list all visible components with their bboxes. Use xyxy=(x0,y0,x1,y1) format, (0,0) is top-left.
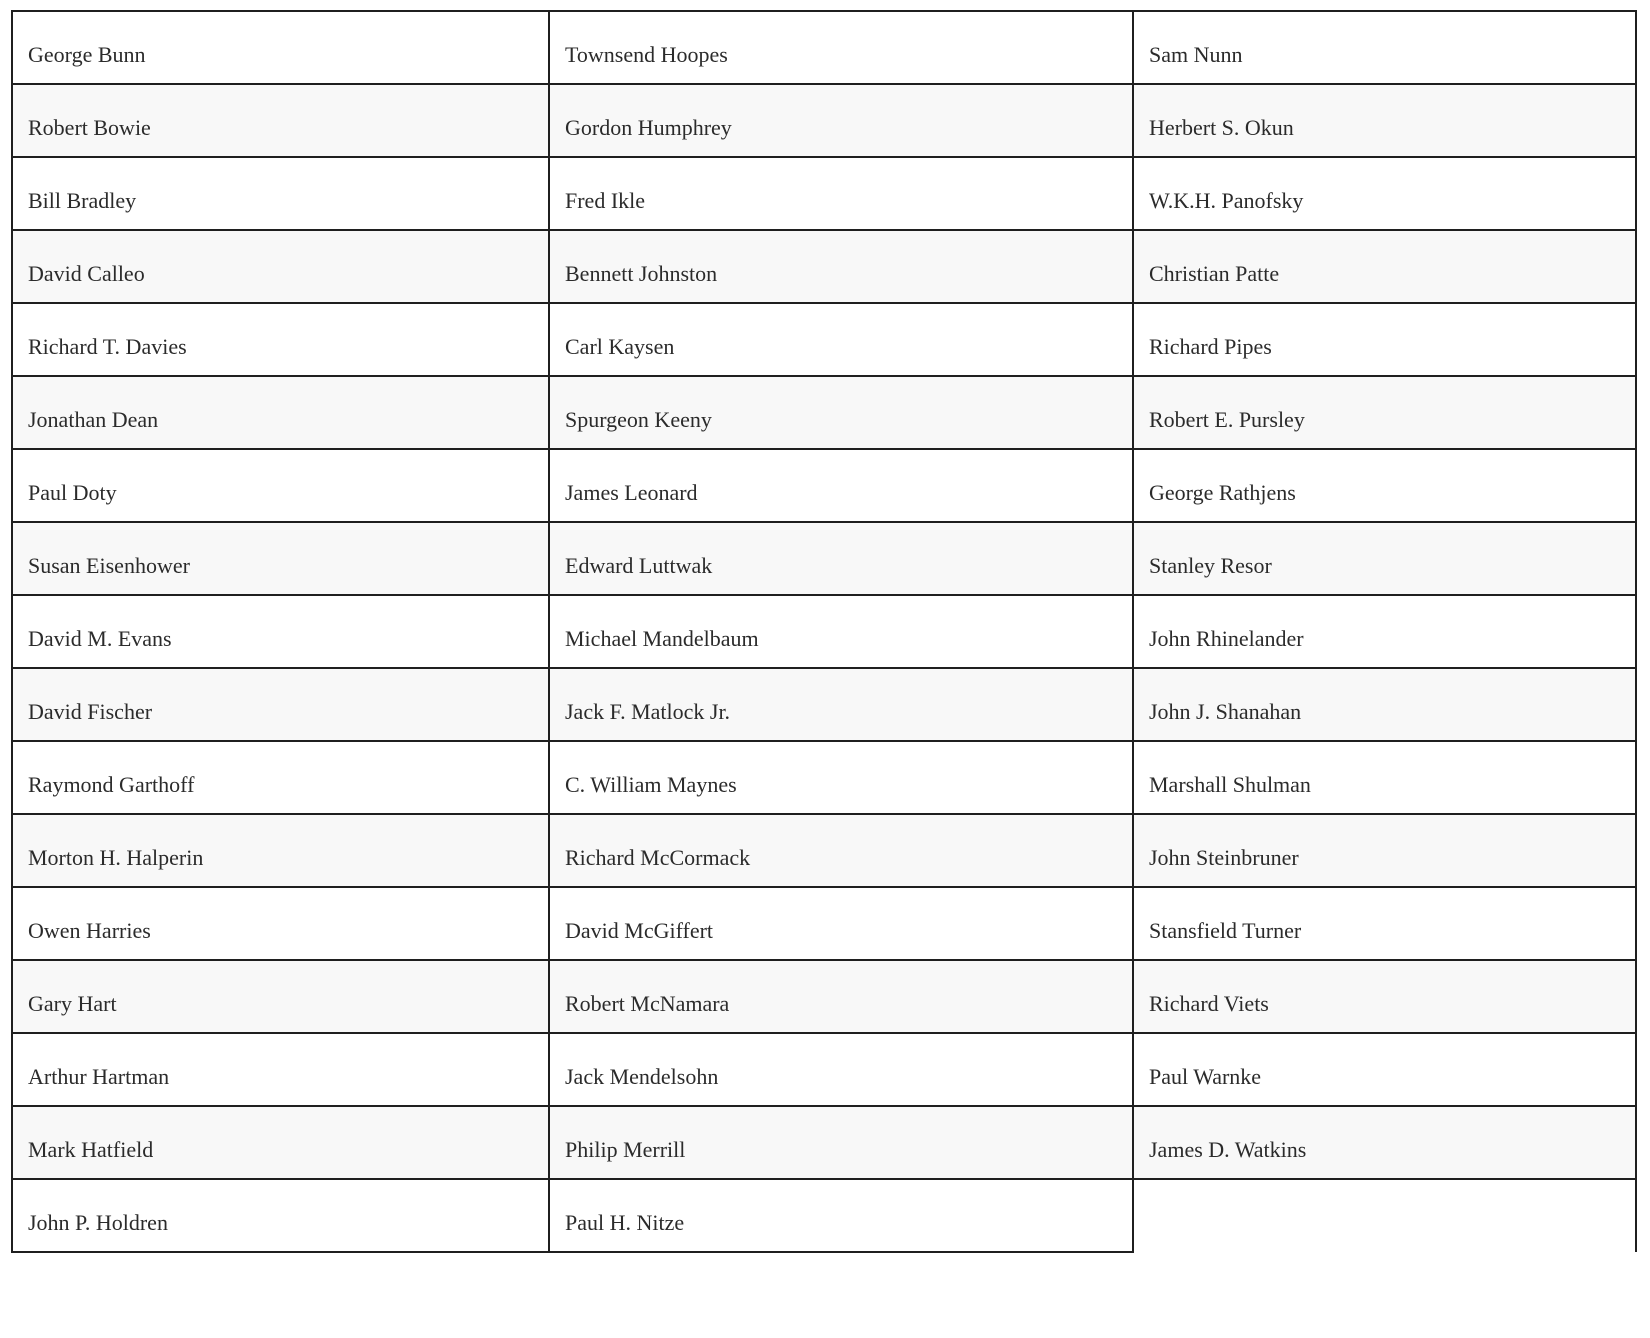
table-cell: Paul H. Nitze xyxy=(549,1179,1133,1252)
table-cell: Susan Eisenhower xyxy=(12,522,549,595)
table-cell: Robert McNamara xyxy=(549,960,1133,1033)
table-row xyxy=(12,960,1636,1033)
table-cell: Gordon Humphrey xyxy=(549,84,1133,157)
table-cell: David Fischer xyxy=(12,668,549,741)
table-row xyxy=(12,887,1636,960)
table-row xyxy=(12,11,1636,84)
table-row xyxy=(12,157,1636,230)
table-row xyxy=(12,814,1636,887)
table-cell: Robert Bowie xyxy=(12,84,549,157)
table-row xyxy=(12,668,1636,741)
table-cell: David Calleo xyxy=(12,230,549,303)
table-row xyxy=(12,741,1636,814)
table-cell: Richard T. Davies xyxy=(12,303,549,376)
table-row xyxy=(12,84,1636,157)
table-cell: Mark Hatfield xyxy=(12,1106,549,1179)
table-cell: Paul Doty xyxy=(12,449,549,522)
table-cell: Herbert S. Okun xyxy=(1133,84,1636,157)
table-cell: Robert E. Pursley xyxy=(1133,376,1636,449)
table-cell: Jonathan Dean xyxy=(12,376,549,449)
table-cell: Paul Warnke xyxy=(1133,1033,1636,1106)
table-row xyxy=(12,449,1636,522)
table-cell: Jack F. Matlock Jr. xyxy=(549,668,1133,741)
table-cell: David M. Evans xyxy=(12,595,549,668)
table-cell: James Leonard xyxy=(549,449,1133,522)
table-cell: David McGiffert xyxy=(549,887,1133,960)
table-cell: Townsend Hoopes xyxy=(549,11,1133,84)
table-cell: Jack Mendelsohn xyxy=(549,1033,1133,1106)
table-cell: Richard Viets xyxy=(1133,960,1636,1033)
table-cell: Richard McCormack xyxy=(549,814,1133,887)
table-cell: Raymond Garthoff xyxy=(12,741,549,814)
table-cell: Richard Pipes xyxy=(1133,303,1636,376)
table-row xyxy=(12,522,1636,595)
table-row xyxy=(12,303,1636,376)
table-cell: John Rhinelander xyxy=(1133,595,1636,668)
table-cell: Fred Ikle xyxy=(549,157,1133,230)
table-cell: James D. Watkins xyxy=(1133,1106,1636,1179)
table-cell: John P. Holdren xyxy=(12,1179,549,1252)
table-cell: Christian Patte xyxy=(1133,230,1636,303)
table-cell: Bill Bradley xyxy=(12,157,549,230)
table-cell: W.K.H. Panofsky xyxy=(1133,157,1636,230)
table-cell: George Bunn xyxy=(12,11,549,84)
table-row xyxy=(12,230,1636,303)
table-row xyxy=(12,1179,1636,1252)
table-cell: Philip Merrill xyxy=(549,1106,1133,1179)
table-cell: C. William Maynes xyxy=(549,741,1133,814)
empty-table-cell xyxy=(1133,1179,1636,1252)
table-cell: Morton H. Halperin xyxy=(12,814,549,887)
table-cell: Sam Nunn xyxy=(1133,11,1636,84)
names-table xyxy=(11,10,1637,1253)
table-cell: Michael Mandelbaum xyxy=(549,595,1133,668)
table-cell: John Steinbruner xyxy=(1133,814,1636,887)
table-cell: Arthur Hartman xyxy=(12,1033,549,1106)
table-cell: Spurgeon Keeny xyxy=(549,376,1133,449)
table-row xyxy=(12,1033,1636,1106)
table-cell: Stanley Resor xyxy=(1133,522,1636,595)
table-row xyxy=(12,376,1636,449)
table-cell: Marshall Shulman xyxy=(1133,741,1636,814)
table-cell: John J. Shanahan xyxy=(1133,668,1636,741)
table-cell: Gary Hart xyxy=(12,960,549,1033)
table-cell: Edward Luttwak xyxy=(549,522,1133,595)
table-row xyxy=(12,595,1636,668)
table-cell: Owen Harries xyxy=(12,887,549,960)
table-cell: Stansfield Turner xyxy=(1133,887,1636,960)
table-cell: Bennett Johnston xyxy=(549,230,1133,303)
table-row xyxy=(12,1106,1636,1179)
table-cell: George Rathjens xyxy=(1133,449,1636,522)
table-cell: Carl Kaysen xyxy=(549,303,1133,376)
